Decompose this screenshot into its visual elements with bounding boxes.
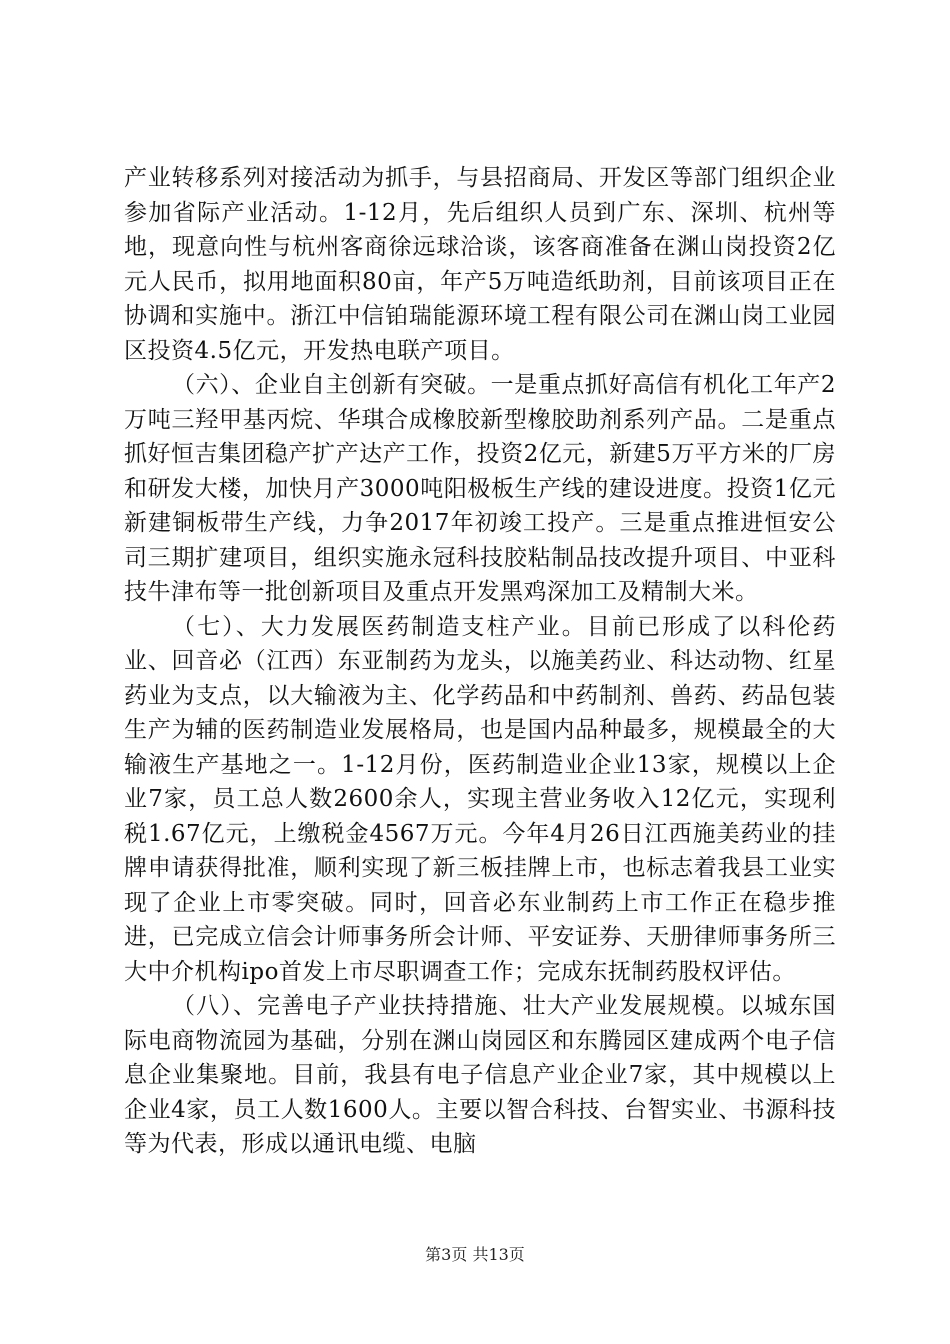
document-body	[124, 161, 836, 1162]
page-footer: 第3页 共13页	[425, 1245, 525, 1264]
paragraph-section-6: （六）、企业自主创新有突破。一是重点抓好高信有机化工年产2万吨三羟甲基丙烷、华琪合成橡胶新型橡胶助剂系列产品。二是重点抓好恒吉集团稳产扩产达产工作，投资2亿元，新建5万平方米的厂房和研发大楼，加快月产3000吨阳极板生产线的建设进度。投资1亿元新建铜板带生产线，力争2017年初竣工投产。三是重点推进恒安公司三期扩建项目，组织实施永冠科技胶粘制品技改提升项目、中亚科技牛津布等一批创新项目及重点开发黑鸡深加工及精制大米。	[124, 372, 836, 605]
paragraph-section-7: （七）、大力发展医药制造支柱产业。目前已形成了以科伦药业、回音必（江西）东亚制药为龙头，以施美药业、科达动物、红星药业为支点，以大输液为主、化学药品和中药制剂、兽药、药品包装生产为辅的医药制造业发展格局，也是国内品种最多，规模最全的大输液生产基地之一。1-12月份，医药制造业企业13家，规模以上企业7家，员工总人数2600余人，实现主营业务收入12亿元，实现利税1.67亿元，上缴税金4567万元。今年4月26日江西施美药业的挂牌申请获得批准，顺利实现了新三板挂牌上市，也标志着我县工业实现了企业上市零突破。同时，回音必东业制药上市工作正在稳步推进，已完成立信会计师事务所会计师、平安证券、天册律师事务所三大中介机构ipo首发上市尽职调查工作；完成东抚制药股权评估。	[124, 613, 836, 985]
paragraph-continuation: 产业转移系列对接活动为抓手，与县招商局、开发区等部门组织企业参加省际产业活动。1-12月，先后组织人员到广东、深圳、杭州等地，现意向性与杭州客商徐远球洽谈，该客商准备在渊山岗投资2亿元人民币，拟用地面积80亩，年产5万吨造纸助剂，目前该项目正在协调和实施中。浙江中信铂瑞能源环境工程有限公司在渊山岗工业园区投资4.5亿元，开发热电联产项目。	[124, 165, 836, 364]
paragraph-section-8: （八）、完善电子产业扶持措施、壮大产业发展规模。以城东国际电商物流园为基础，分别在渊山岗园区和东腾园区建成两个电子信息企业集聚地。目前，我县有电子信息产业企业7家，其中规模以上企业4家，员工人数1600人。主要以智合科技、台智实业、书源科技等为代表，形成以通讯电缆、电脑	[124, 993, 836, 1157]
